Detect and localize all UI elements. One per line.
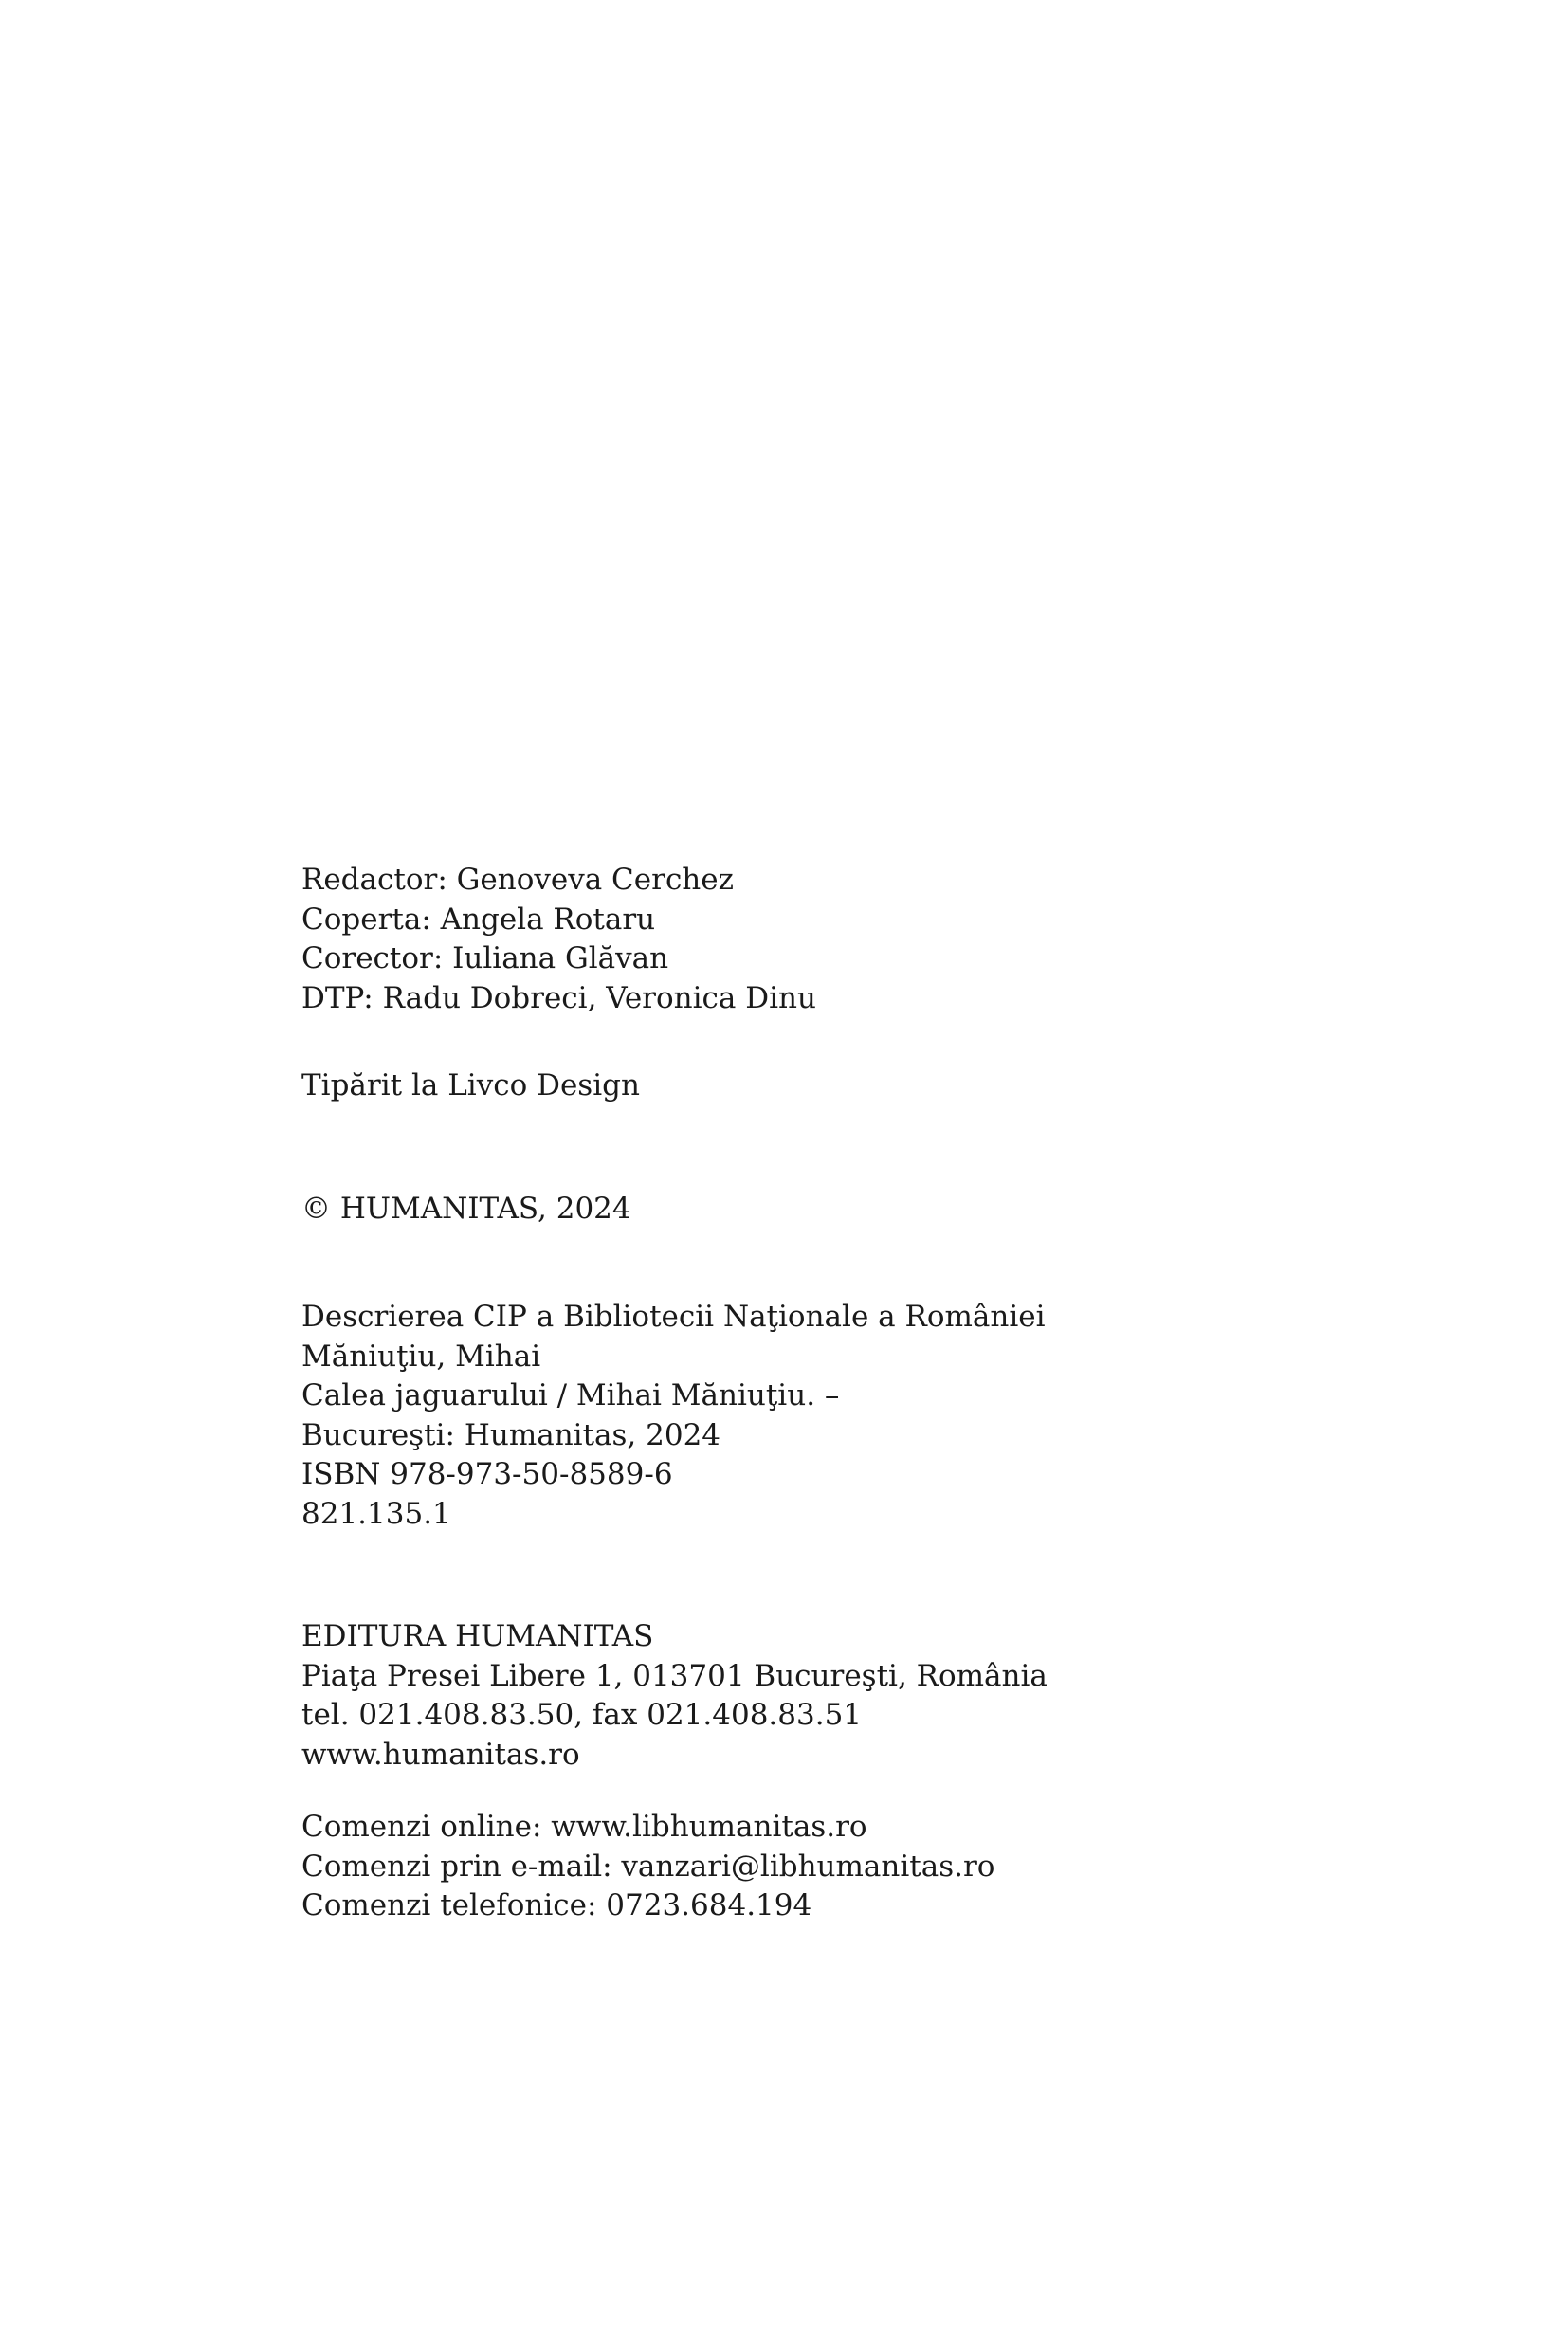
cip-place: Bucureşti: Humanitas, 2024 bbox=[301, 1417, 721, 1452]
orders-online: Comenzi online: www.libhumanitas.ro bbox=[301, 1810, 867, 1844]
dtp-credit: DTP: Radu Dobreci, Veronica Dinu bbox=[301, 980, 816, 1015]
publisher-block bbox=[301, 1617, 1048, 1775]
cover-credit: Coperta: Angela Rotaru bbox=[301, 902, 656, 937]
proofreader-credit: Corector: Iuliana Glăvan bbox=[301, 941, 669, 975]
cip-classification: 821.135.1 bbox=[301, 1496, 451, 1531]
orders-email: Comenzi prin e-mail: vanzari@libhumanitas.ro bbox=[301, 1849, 995, 1884]
publisher-website: www.humanitas.ro bbox=[301, 1737, 580, 1772]
cip-title: Calea jaguarului / Mihai Măniuţiu. – bbox=[301, 1378, 840, 1412]
credits-block bbox=[301, 861, 816, 1018]
editor-credit: Redactor: Genoveva Cerchez bbox=[301, 863, 734, 897]
cip-author: Măniuţiu, Mihai bbox=[301, 1339, 541, 1374]
cip-isbn: ISBN 978-973-50-8589-6 bbox=[301, 1457, 673, 1491]
printer-block bbox=[301, 1066, 640, 1106]
copyright-block bbox=[301, 1190, 631, 1230]
copyright-notice: © HUMANITAS, 2024 bbox=[301, 1192, 631, 1226]
printer-line: Tipărit la Livco Design bbox=[301, 1068, 640, 1103]
publisher-phone: tel. 021.408.83.50, fax 021.408.83.51 bbox=[301, 1698, 863, 1732]
orders-phone: Comenzi telefonice: 0723.684.194 bbox=[301, 1888, 812, 1923]
publisher-name: EDITURA HUMANITAS bbox=[301, 1619, 654, 1653]
cip-heading: Descrierea CIP a Bibliotecii Naţionale a României bbox=[301, 1300, 1046, 1334]
publisher-address: Piaţa Presei Libere 1, 013701 Bucureşti, România bbox=[301, 1658, 1048, 1693]
cip-block bbox=[301, 1298, 1046, 1534]
orders-block bbox=[301, 1808, 994, 1926]
